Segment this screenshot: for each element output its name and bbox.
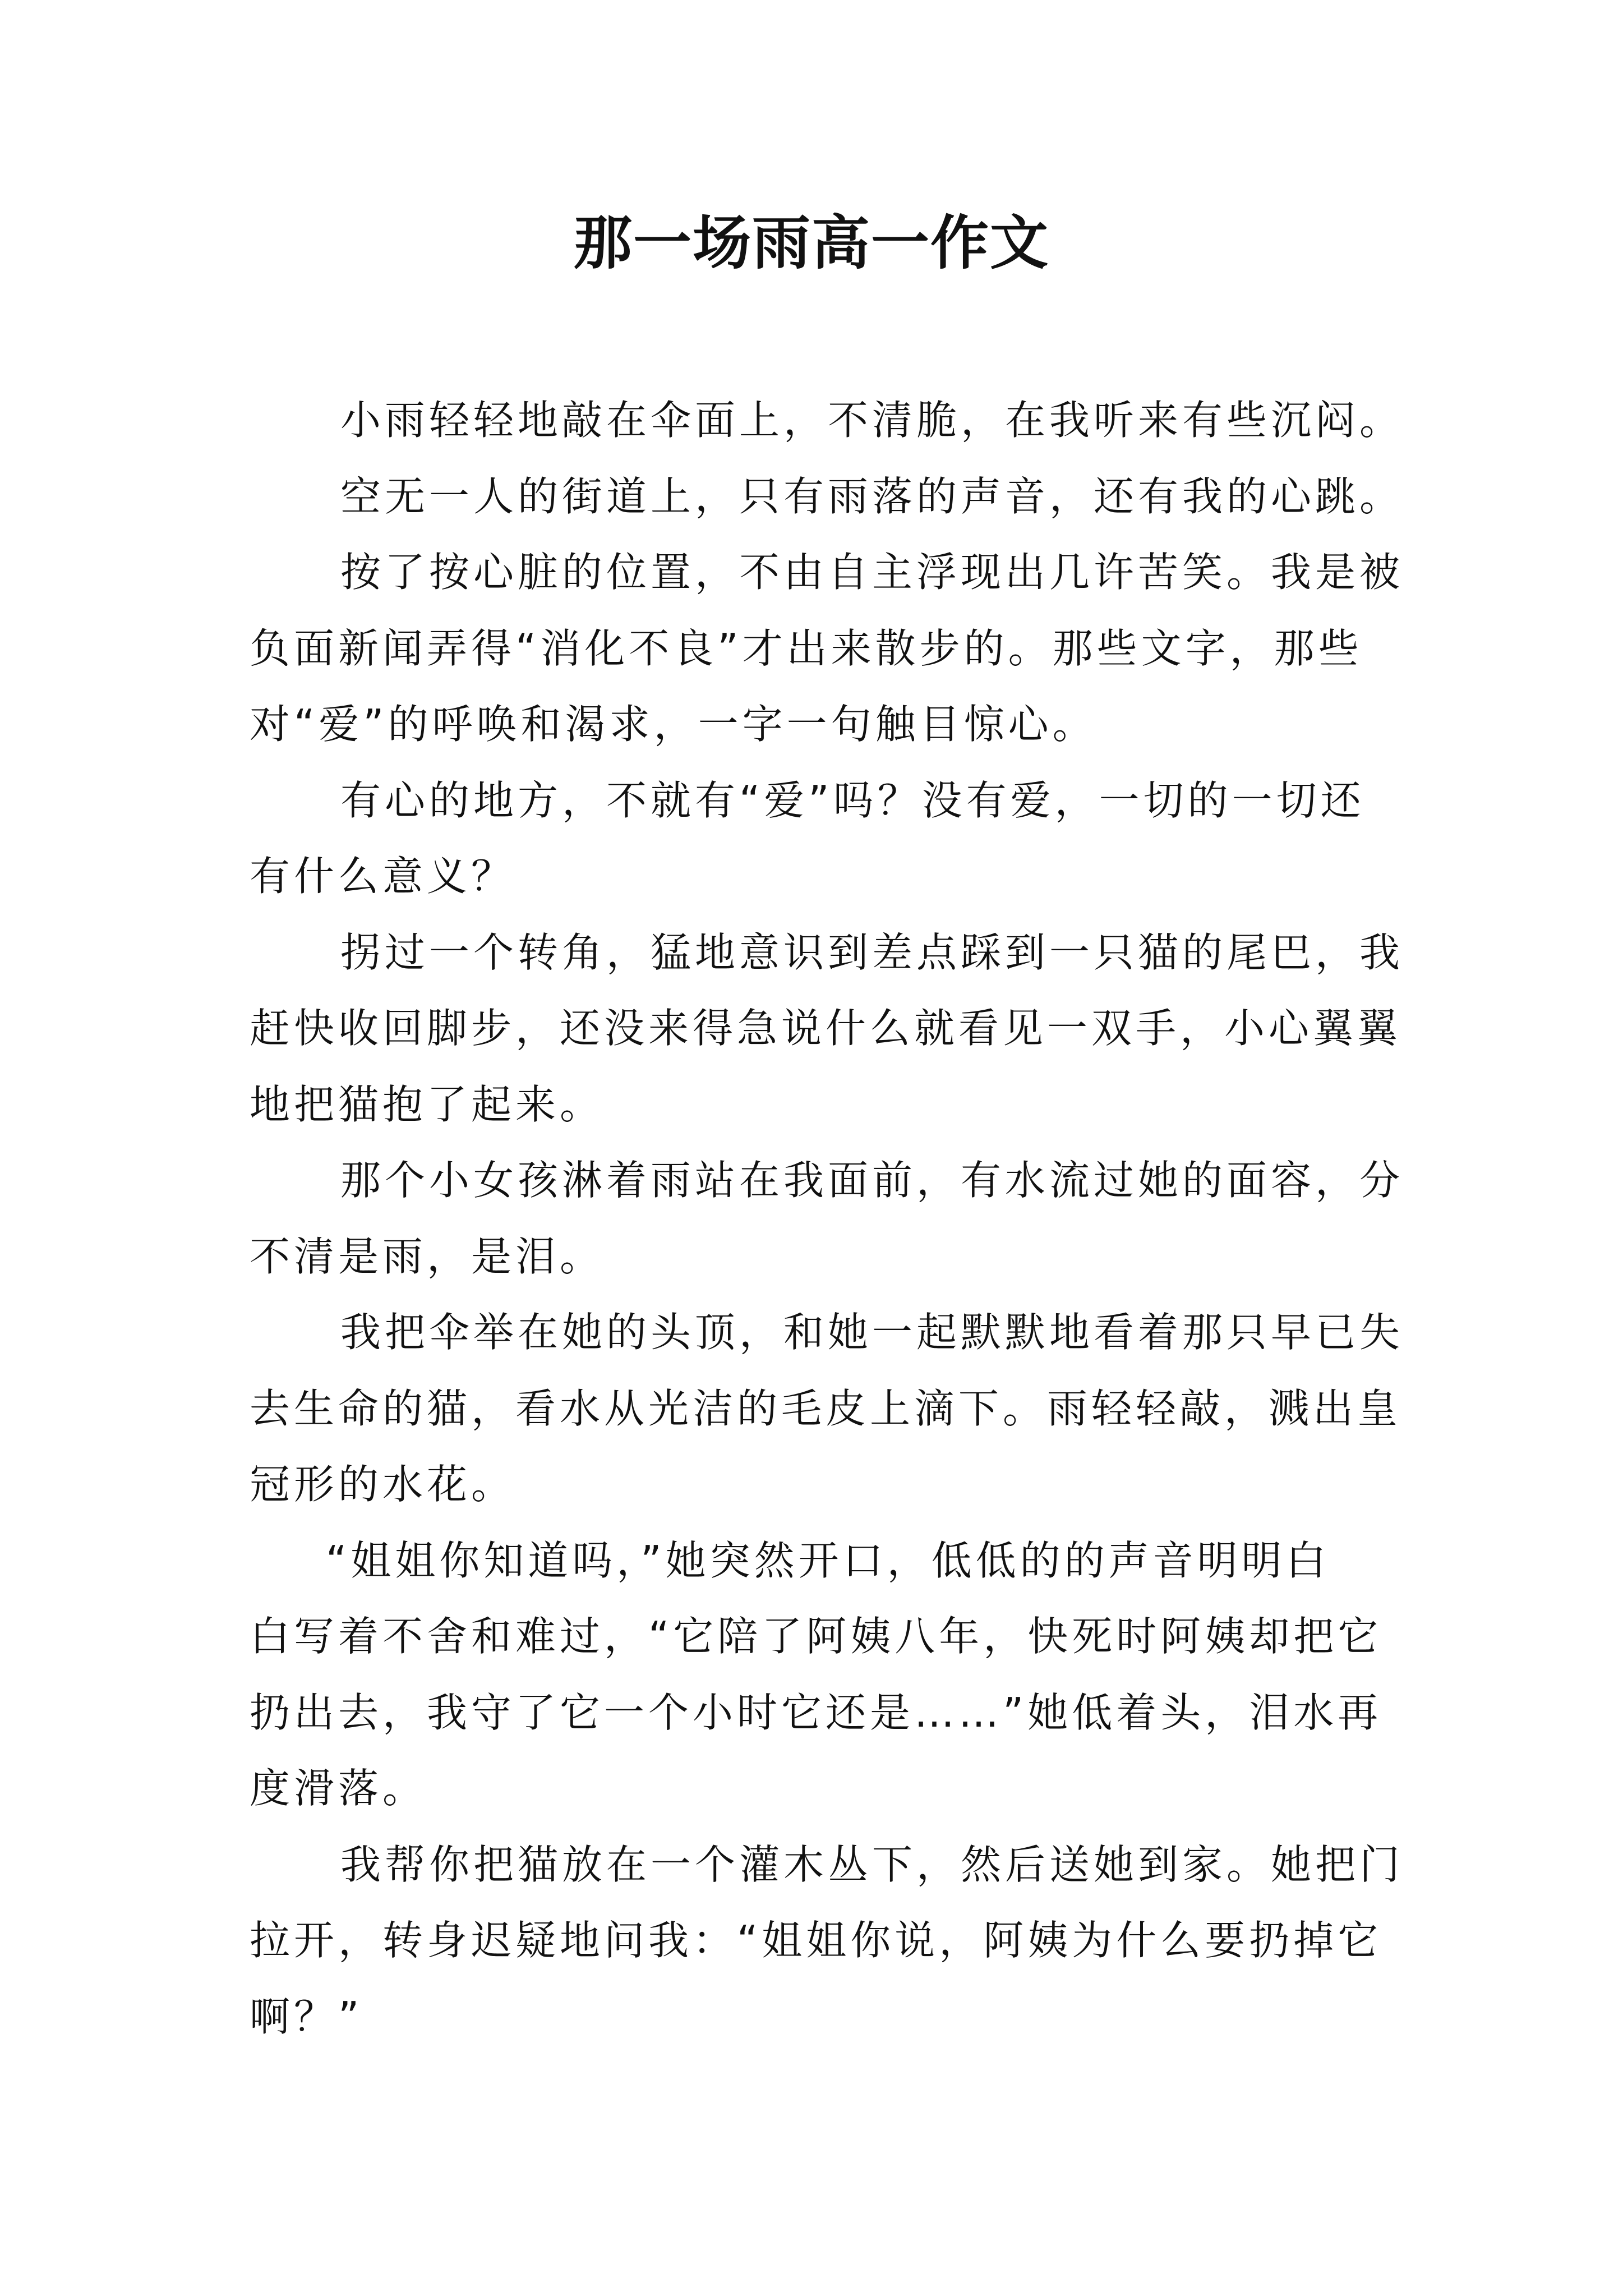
text-line: 啊？” [250,1993,363,2040]
document-title: 那一场雨高一作文 [573,208,1049,277]
text-line: 赶快收回脚步，还没来得急说什么就看见一双手，小心翼翼 [250,1005,1402,1052]
text-line: 空无一人的街道上，只有雨落的声音，还有我的心跳。 [340,472,1404,520]
text-line: 负面新闻弄得“消化不良”才出来散步的。那些文字，那些 [250,624,1363,672]
text-line: 有什么意义？ [250,853,516,900]
text-line: 度滑落。 [250,1765,427,1812]
text-line: 按了按心脏的位置，不由自主浮现出几许苦笑。我是被 [340,549,1404,596]
text-line: 去生命的猫，看水从光洁的毛皮上滴下。雨轻轻敲，溅出皇 [250,1384,1402,1432]
text-line: 对“爱”的呼唤和渴求，一字一句触目惊心。 [250,701,1097,748]
text-line: 地把猫抱了起来。 [250,1080,605,1128]
text-line: 白写着不舍和难过，“它陪了阿姨八年，快死时阿姨却把它 [250,1613,1382,1660]
text-line: 小雨轻轻地敲在伞面上，不清脆，在我听来有些沉闷。 [340,397,1404,444]
text-line: 扔出去，我守了它一个小时它还是……”她低着头，泪水再 [250,1688,1382,1736]
text-line: 那个小女孩淋着雨站在我面前，有水流过她的面容，分 [340,1157,1404,1204]
text-line: “姐姐你知道吗，”她突然开口，低低的的声音明明白 [326,1536,1330,1584]
text-line: 冠形的水花。 [250,1461,516,1508]
text-line: 拐过一个转角，猛地意识到差点踩到一只猫的尾巴，我 [340,928,1404,976]
text-line: 我把伞举在她的头顶，和她一起默默地看着那只早已失 [340,1309,1404,1356]
text-line: 有心的地方，不就有“爱”吗？没有爱，一切的一切还 [340,776,1365,824]
text-line: 我帮你把猫放在一个灌木丛下，然后送她到家。她把门 [340,1841,1404,1888]
document-body [250,383,1404,2055]
text-line: 不清是雨，是泪。 [250,1232,605,1280]
text-line: 拉开，转身迟疑地问我：“姐姐你说，阿姨为什么要扔掉它 [250,1917,1382,1964]
